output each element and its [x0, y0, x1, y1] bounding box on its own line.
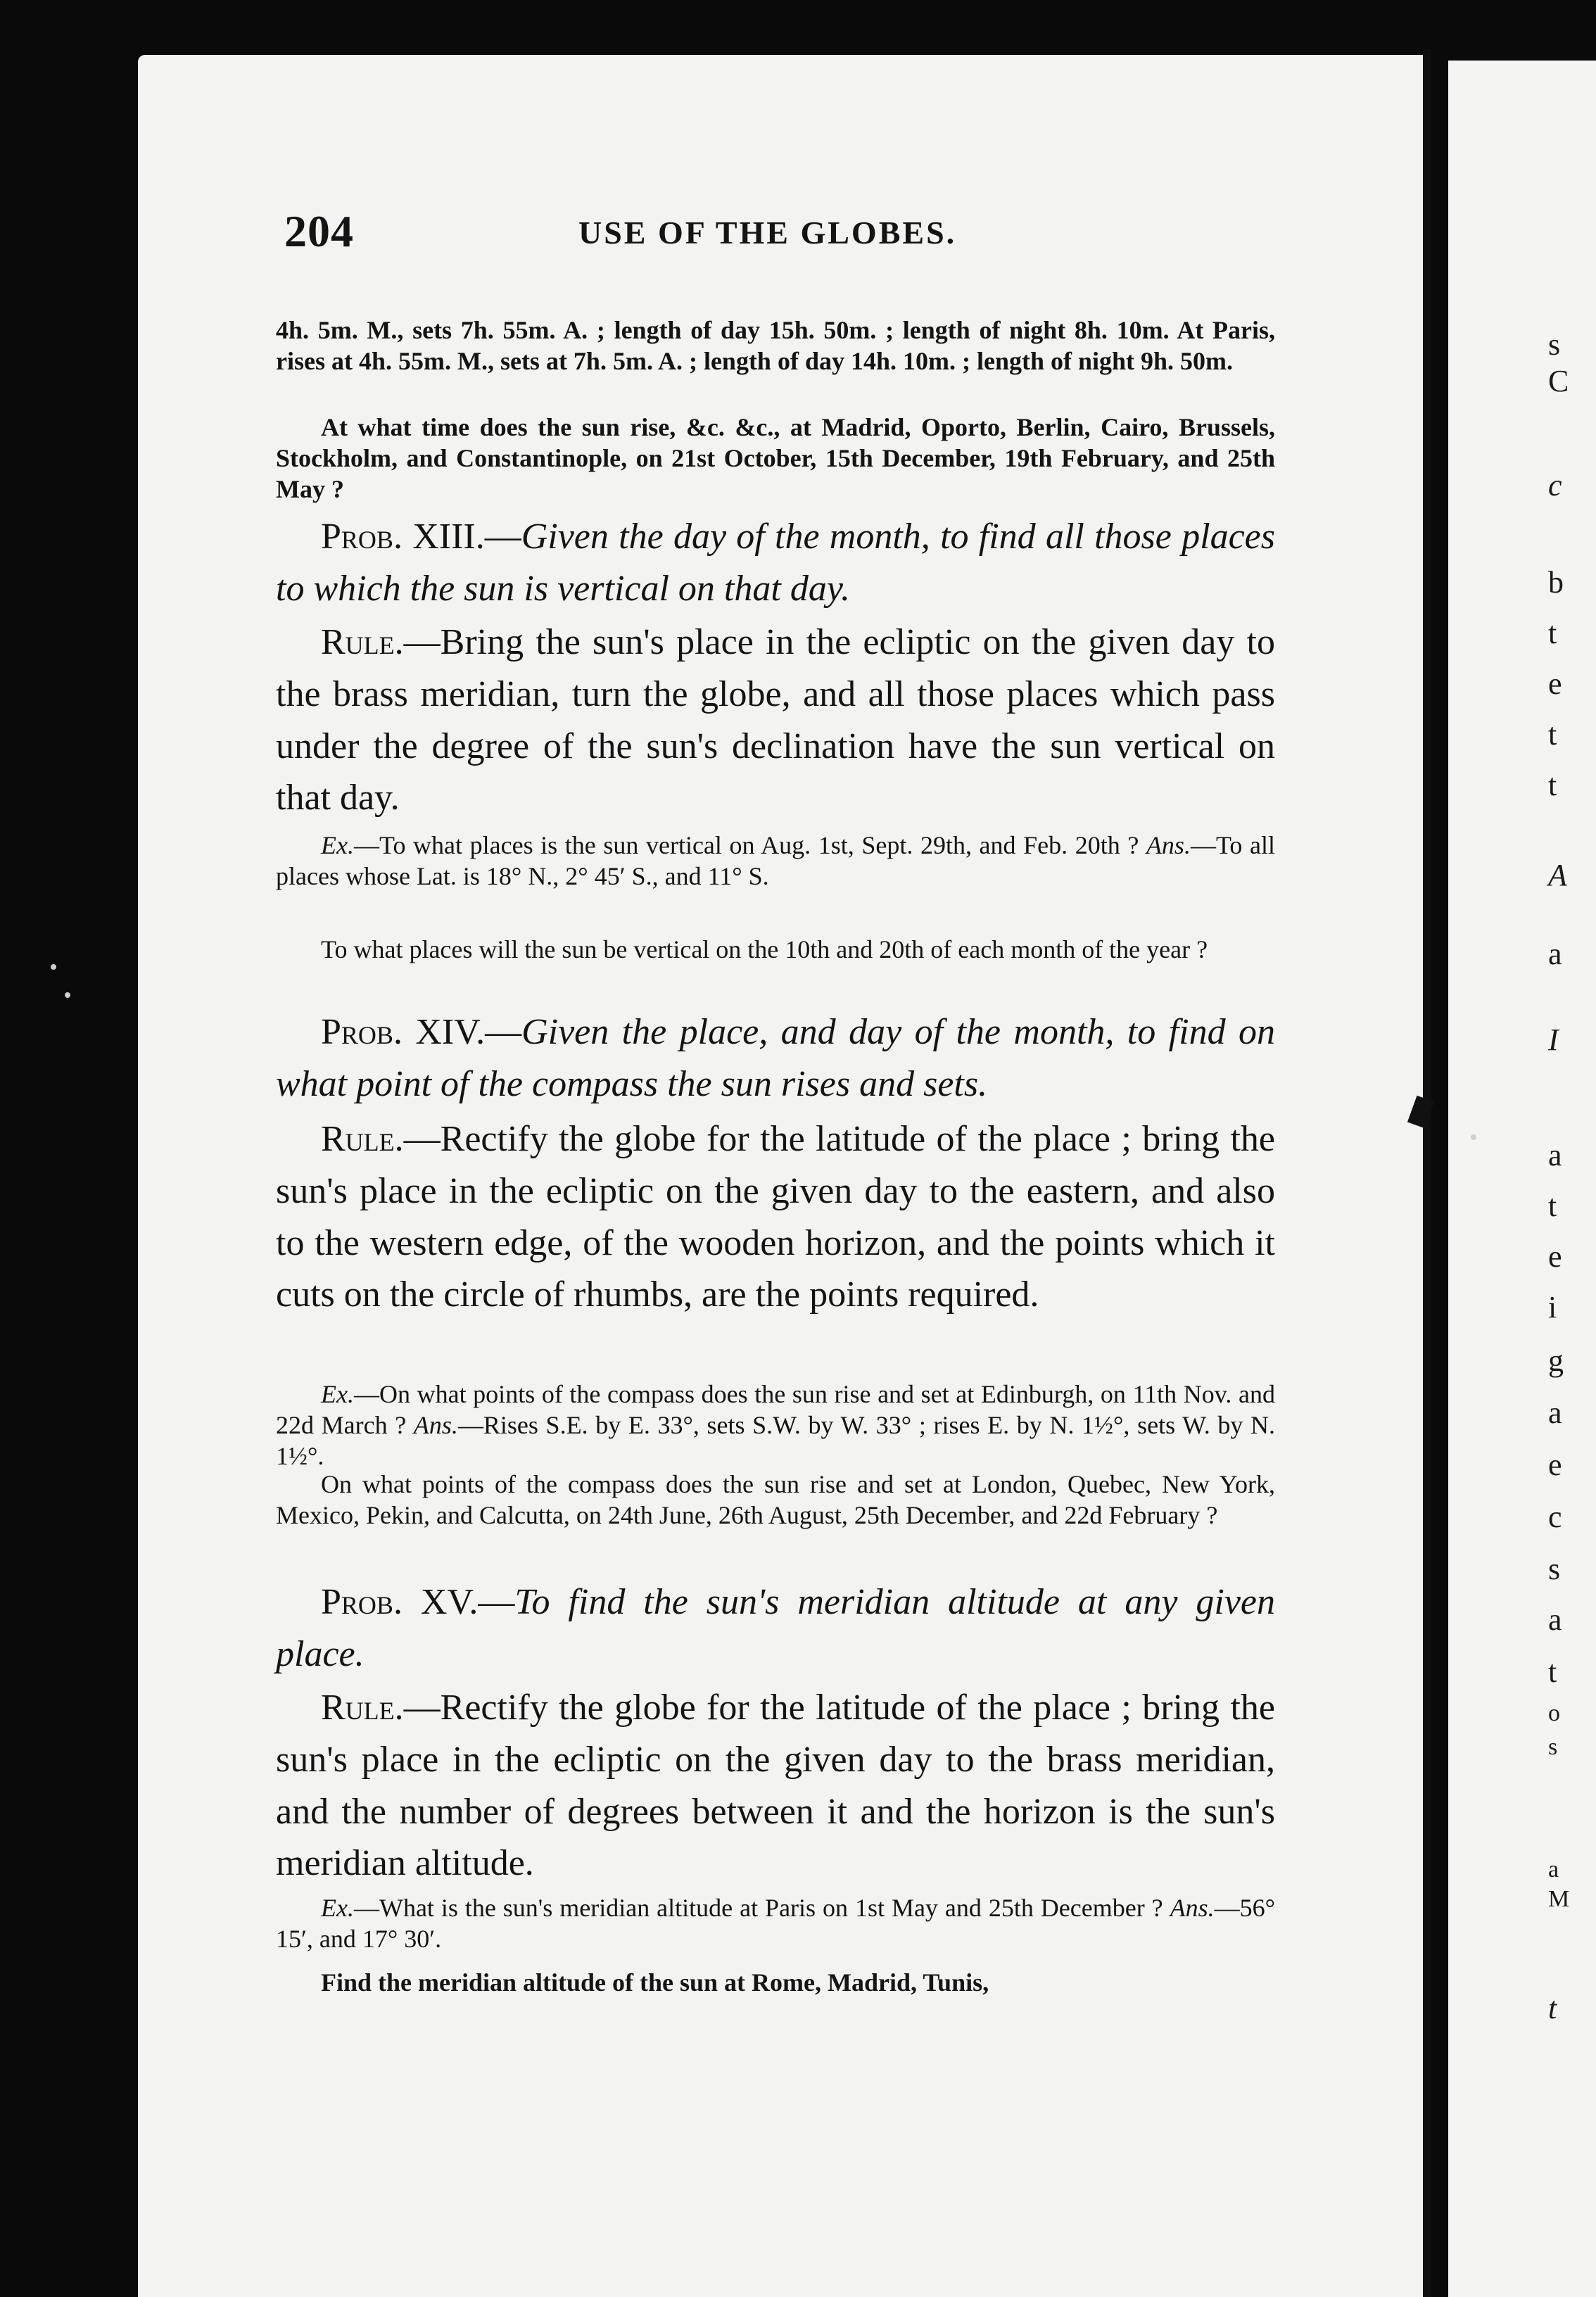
rule-label: Rule.	[321, 1119, 404, 1159]
exercise-question: To what places will the sun be vertical on the 10th and 20th of each month of the year ?	[321, 935, 1208, 963]
problem-label: Prob. XIV.	[321, 1012, 486, 1052]
page-number: 204	[284, 206, 354, 256]
facing-page-letter: s	[1548, 1734, 1558, 1760]
facing-page-letter: s	[1548, 327, 1561, 362]
facing-page-letter: a	[1548, 1856, 1559, 1882]
facing-page-letter: a	[1548, 1602, 1562, 1637]
rule-text: Bring the sun's place in the ecliptic on the given day to the brass meridian, turn the globe, and all those places which pass under the degree of the sun's declination have the sun vertical on that day.	[276, 622, 1275, 818]
example-label: Ex.	[321, 1894, 354, 1922]
facing-page-letter: M	[1548, 1886, 1570, 1912]
facing-page-letter: e	[1548, 1448, 1562, 1482]
speck	[65, 992, 70, 998]
problem-heading: Prob. XIV.—Given the place, and day of the month, to find on what point of the compass the sun rises and sets.	[276, 1012, 1275, 1104]
problem-label: Prob. XV.	[321, 1582, 479, 1622]
facing-page-letter: t	[1548, 768, 1557, 802]
rule-paragraph: Rule.—Rectify the globe for the latitude of the place ; bring the sun's place in the ecliptic on the given day to the brass meridian, and the number of degrees between it and the horizon is the sun's meridian altitude.	[276, 1688, 1275, 1884]
answer-label: Ans.	[1146, 831, 1191, 859]
problem-heading: Prob. XV.—To find the sun's meridian altitude at any given place.	[276, 1582, 1275, 1674]
facing-page-letter: b	[1548, 565, 1564, 600]
example-question: —On what points of the compass does the sun rise and set at Edinburgh, on 11th Nov. and 22d March ?	[276, 1380, 1275, 1439]
example-answer: —56° 15′, and 17° 30′.	[276, 1894, 1276, 1953]
continuation-paragraph: 4h. 5m. M., sets 7h. 55m. A. ; length of day 15h. 50m. ; length of night 8h. 10m. At Paris, rises at 4h. 55m. M., sets at 7h. 5m. A. ; length of day 14h. 10m. ; length of night 9h. 50m.	[276, 316, 1275, 375]
answer-label: Ans.	[413, 1410, 458, 1439]
rule-paragraph: Rule.—Bring the sun's place in the ecliptic on the given day to the brass meridian, turn the globe, and all those places which pass under the degree of the sun's declination have the sun vertical on that day.	[276, 622, 1275, 818]
facing-page-letter: A	[1548, 858, 1567, 892]
problem-title: Given the place, and day of the month, to find on what point of the compass the sun rises and sets.	[276, 1012, 1275, 1104]
facing-page-letter: c	[1548, 1500, 1562, 1534]
problem-label: Prob. XIII.	[321, 517, 485, 557]
rule-paragraph: Rule.—Rectify the globe for the latitude of the place ; bring the sun's place in the ecliptic on the given day to the eastern, and also to the western edge, of the wooden horizon, and the points which it cuts on the circle of rhumbs, are the points required.	[276, 1119, 1275, 1315]
facing-page-edge	[1448, 61, 1596, 2297]
facing-page-letter: C	[1548, 364, 1569, 398]
facing-page-letter: I	[1548, 1023, 1559, 1057]
book-gutter	[1423, 49, 1431, 2297]
facing-page-letter: s	[1548, 1552, 1561, 1586]
example-answer: —To all places whose Lat. is 18° N., 2° 45′ S., and 11° S.	[276, 831, 1275, 890]
example-question: —To what places is the sun vertical on Aug. 1st, Sept. 29th, and Feb. 20th ?	[353, 831, 1139, 859]
rule-text: Rectify the globe for the latitude of the place ; bring the sun's place in the ecliptic on the given day to the brass meridian, and the number of degrees between it and the horizon is the sun's meridian altitude.	[276, 1688, 1275, 1884]
facing-page-letter: t	[1548, 1991, 1557, 2025]
example-paragraph	[276, 830, 1275, 892]
facing-page-letter: c	[1548, 468, 1562, 502]
example-label: Ex.	[321, 1380, 354, 1408]
facing-page-letter: t	[1548, 717, 1557, 752]
speck	[1471, 1134, 1476, 1140]
exercise-question: Find the meridian altitude of the sun at Rome, Madrid, Tunis,	[321, 1968, 989, 1997]
rule-label: Rule.	[321, 1688, 404, 1728]
problem-title: Given the day of the month, to find all those places to which the sun is vertical on that day.	[276, 517, 1275, 609]
example-paragraph	[276, 1893, 1275, 1955]
running-head: USE OF THE GLOBES.	[578, 215, 957, 251]
exercise-question: At what time does the sun rise, &c. &c., at Madrid, Oporto, Berlin, Cairo, Brussels, Stockholm, and Constantinople, on 21st October, 15th December, 19th February, and 25th May ?	[276, 413, 1275, 503]
rule-label: Rule.	[321, 622, 404, 662]
problem-heading: Prob. XIII.—Given the day of the month, to find all those places to which the sun is vertical on that day.	[276, 517, 1275, 609]
facing-page-letter: t	[1548, 1654, 1557, 1689]
facing-page-letter: o	[1548, 1700, 1560, 1726]
problem-title: To find the sun's meridian altitude at any given place.	[276, 1582, 1275, 1674]
answer-label: Ans.	[1170, 1894, 1215, 1922]
facing-page-letter: g	[1548, 1343, 1564, 1378]
facing-page-letter: t	[1548, 1189, 1557, 1223]
facing-page-letter: i	[1548, 1290, 1557, 1324]
example-answer: —Rises S.E. by E. 33°, sets S.W. by W. 33° ; rises E. by N. 1½°, sets W. by N. 1½°.	[276, 1410, 1276, 1470]
facing-page-letter: e	[1548, 666, 1562, 701]
example-question: —What is the sun's meridian altitude at Paris on 1st May and 25th December ?	[353, 1894, 1163, 1922]
example-paragraph	[276, 1379, 1275, 1472]
facing-page-letter: a	[1548, 1396, 1562, 1430]
facing-page-letter: e	[1548, 1239, 1562, 1274]
example-label: Ex.	[321, 831, 354, 859]
facing-page-letter: a	[1548, 1138, 1562, 1172]
speck	[51, 964, 56, 970]
exercise-question: On what points of the compass does the sun rise and set at London, Quebec, New York, Mexico, Pekin, and Calcutta, on 24th June, 26th August, 25th December, and 22d February ?	[276, 1470, 1275, 1529]
facing-page-letter: t	[1548, 616, 1557, 650]
rule-text: Rectify the globe for the latitude of the place ; bring the sun's place in the ecliptic on the given day to the eastern, and also to the western edge, of the wooden horizon, and the points which it cuts on the circle of rhumbs, are the points required.	[276, 1119, 1275, 1315]
facing-page-letter: a	[1548, 937, 1562, 971]
page-header	[284, 205, 1269, 269]
